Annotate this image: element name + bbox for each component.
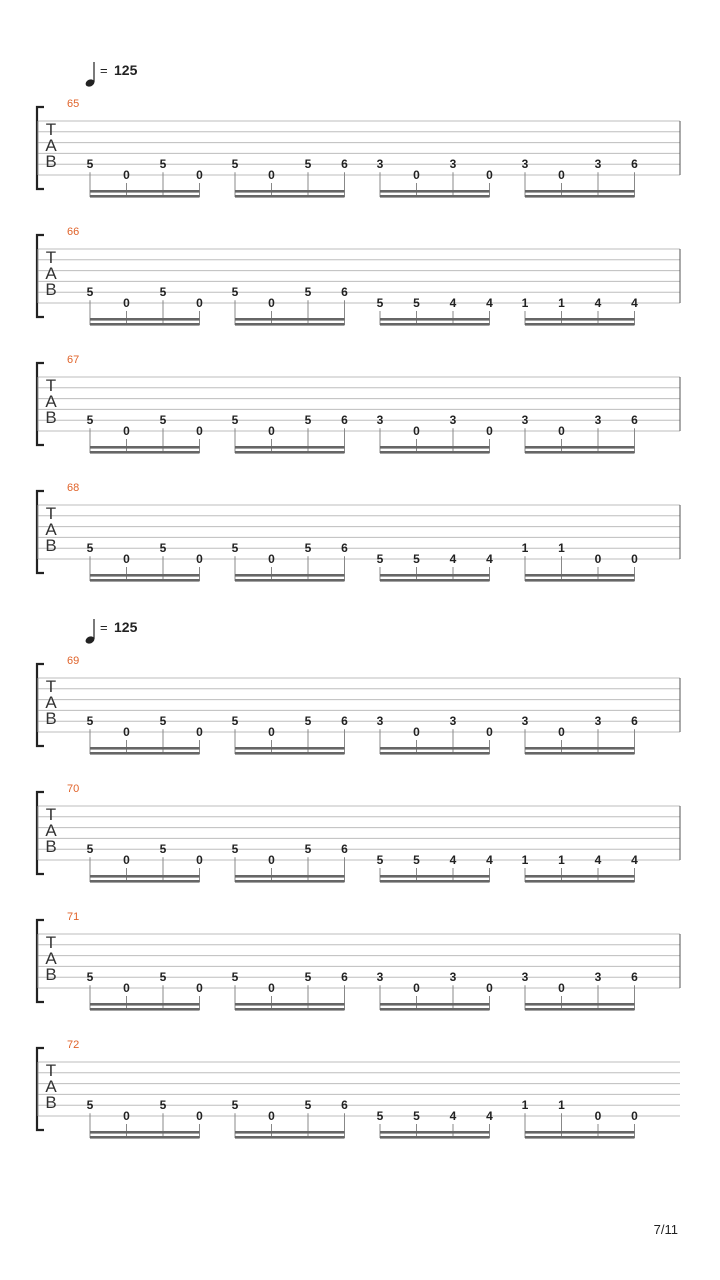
fret-number: 5 <box>231 541 239 556</box>
fret-number: 5 <box>86 842 94 857</box>
beam-primary <box>525 574 635 577</box>
beam-secondary <box>90 1136 200 1139</box>
fret-number: 6 <box>341 541 348 556</box>
fret-number: 1 <box>521 1098 529 1113</box>
fret-number: 5 <box>231 413 239 428</box>
fret-number: 5 <box>231 1098 239 1113</box>
tab-clef-letter: B <box>45 965 57 984</box>
fret-number: 0 <box>413 168 420 182</box>
fret-number: 5 <box>413 296 420 310</box>
beam-secondary <box>380 880 490 883</box>
fret-number: 5 <box>304 285 312 300</box>
fret-number: 5 <box>159 842 167 857</box>
fret-number: 1 <box>558 541 565 556</box>
beam-primary <box>525 1131 635 1134</box>
beam-secondary <box>235 1136 345 1139</box>
fret-number: 3 <box>376 413 384 428</box>
fret-number: 4 <box>486 296 493 310</box>
fret-number: 3 <box>449 714 457 729</box>
fret-number: 5 <box>159 714 167 729</box>
fret-number: 0 <box>268 853 275 867</box>
fret-number: 5 <box>376 296 384 310</box>
beam-primary <box>90 1003 200 1006</box>
tempo-equals: = <box>100 63 108 78</box>
beam-primary <box>235 318 345 321</box>
beam-secondary <box>235 195 345 198</box>
fret-number: 5 <box>159 285 167 300</box>
beam-secondary <box>525 579 635 582</box>
fret-number: 0 <box>558 725 565 739</box>
beam-secondary <box>90 880 200 883</box>
fret-number: 0 <box>558 424 565 438</box>
tab-clef-letter: A <box>45 392 57 411</box>
beam-secondary <box>525 323 635 326</box>
fret-number: 6 <box>341 1098 348 1113</box>
fret-number: 4 <box>486 1109 493 1123</box>
beam-secondary <box>380 323 490 326</box>
fret-number: 5 <box>86 541 94 556</box>
fret-number: 5 <box>304 970 312 985</box>
beam-primary <box>90 747 200 750</box>
fret-number: 5 <box>376 853 384 867</box>
beam-secondary <box>90 195 200 198</box>
beam-primary <box>235 190 345 193</box>
fret-number: 5 <box>86 413 94 428</box>
fret-number: 5 <box>86 970 94 985</box>
tempo-value: 125 <box>114 619 138 635</box>
fret-number: 0 <box>486 168 493 182</box>
fret-number: 0 <box>268 296 275 310</box>
beam-primary <box>525 747 635 750</box>
fret-number: 4 <box>449 1109 457 1123</box>
beam-primary <box>525 446 635 449</box>
fret-number: 0 <box>631 1109 638 1123</box>
fret-number: 3 <box>594 413 602 428</box>
beam-primary <box>235 747 345 750</box>
tab-clef-letter: B <box>45 837 57 856</box>
fret-number: 3 <box>449 157 457 172</box>
beam-secondary <box>525 451 635 454</box>
fret-number: 0 <box>196 981 203 995</box>
fret-number: 5 <box>86 1098 94 1113</box>
fret-number: 0 <box>123 981 130 995</box>
fret-number: 6 <box>341 714 348 729</box>
beam-secondary <box>380 451 490 454</box>
fret-number: 5 <box>231 285 239 300</box>
beam-primary <box>380 574 490 577</box>
fret-number: 3 <box>449 970 457 985</box>
fret-number: 0 <box>558 168 565 182</box>
fret-number: 0 <box>123 168 130 182</box>
beam-primary <box>235 875 345 878</box>
fret-number: 0 <box>558 981 565 995</box>
fret-number: 0 <box>268 424 275 438</box>
fret-number: 0 <box>268 981 275 995</box>
beam-primary <box>380 1131 490 1134</box>
beam-primary <box>90 318 200 321</box>
beam-secondary <box>380 579 490 582</box>
fret-number: 0 <box>486 981 493 995</box>
beam-secondary <box>235 1008 345 1011</box>
fret-number: 4 <box>631 853 638 867</box>
fret-number: 4 <box>594 853 602 867</box>
fret-number: 3 <box>449 413 457 428</box>
beam-secondary <box>90 451 200 454</box>
tab-clef-letter: T <box>45 120 57 139</box>
fret-number: 4 <box>631 296 638 310</box>
fret-number: 0 <box>196 725 203 739</box>
fret-number: 5 <box>159 413 167 428</box>
fret-number: 4 <box>449 296 457 310</box>
fret-number: 1 <box>521 853 529 867</box>
tempo-equals: = <box>100 620 108 635</box>
fret-number: 0 <box>413 981 420 995</box>
fret-number: 5 <box>304 413 312 428</box>
fret-number: 3 <box>376 970 384 985</box>
fret-number: 4 <box>449 853 457 867</box>
fret-number: 0 <box>196 424 203 438</box>
fret-number: 6 <box>631 714 638 729</box>
fret-number: 0 <box>268 725 275 739</box>
fret-number: 5 <box>376 552 384 566</box>
fret-number: 6 <box>631 157 638 172</box>
tab-clef-letter: A <box>45 1077 57 1096</box>
fret-number: 5 <box>159 541 167 556</box>
fret-number: 3 <box>594 157 602 172</box>
fret-number: 3 <box>521 413 529 428</box>
beam-secondary <box>525 195 635 198</box>
fret-number: 0 <box>123 1109 130 1123</box>
fret-number: 0 <box>123 552 130 566</box>
fret-number: 0 <box>413 725 420 739</box>
tab-clef-letter: T <box>45 805 57 824</box>
fret-number: 3 <box>521 970 529 985</box>
tab-clef-letter: T <box>45 504 57 523</box>
tempo-value: 125 <box>114 62 138 78</box>
tab-clef-letter: T <box>45 1061 57 1080</box>
fret-number: 0 <box>268 168 275 182</box>
fret-number: 0 <box>196 168 203 182</box>
fret-number: 5 <box>86 285 94 300</box>
fret-number: 6 <box>341 842 348 857</box>
beam-primary <box>90 446 200 449</box>
beam-primary <box>380 446 490 449</box>
fret-number: 3 <box>521 157 529 172</box>
beam-secondary <box>380 195 490 198</box>
beam-secondary <box>235 323 345 326</box>
tab-clef-letter: A <box>45 949 57 968</box>
beam-primary <box>90 1131 200 1134</box>
tab-clef-letter: B <box>45 709 57 728</box>
measure-number: 72 <box>67 1039 80 1051</box>
measure-number: 65 <box>67 98 80 110</box>
beam-primary <box>525 1003 635 1006</box>
tab-clef-letter: B <box>45 152 57 171</box>
fret-number: 1 <box>558 296 565 310</box>
fret-number: 0 <box>196 552 203 566</box>
fret-number: 5 <box>304 1098 312 1113</box>
beam-primary <box>235 1131 345 1134</box>
beam-secondary <box>380 752 490 755</box>
beam-primary <box>90 875 200 878</box>
measure-number: 68 <box>67 482 80 494</box>
tab-clef-letter: T <box>45 933 57 952</box>
fret-number: 0 <box>486 424 493 438</box>
fret-number: 5 <box>413 853 420 867</box>
fret-number: 0 <box>196 853 203 867</box>
measure-number: 71 <box>67 911 80 923</box>
beam-secondary <box>380 1136 490 1139</box>
fret-number: 5 <box>376 1109 384 1123</box>
fret-number: 5 <box>159 1098 167 1113</box>
beam-primary <box>525 190 635 193</box>
tab-clef-letter: A <box>45 693 57 712</box>
fret-number: 4 <box>594 296 602 310</box>
beam-secondary <box>525 752 635 755</box>
fret-number: 0 <box>413 424 420 438</box>
beam-secondary <box>525 880 635 883</box>
beam-secondary <box>380 1008 490 1011</box>
fret-number: 5 <box>304 714 312 729</box>
fret-number: 6 <box>631 970 638 985</box>
fret-number: 1 <box>521 541 529 556</box>
beam-secondary <box>90 1008 200 1011</box>
fret-number: 5 <box>413 552 420 566</box>
beam-primary <box>380 875 490 878</box>
tab-clef-letter: T <box>45 248 57 267</box>
fret-number: 0 <box>196 1109 203 1123</box>
beam-secondary <box>235 880 345 883</box>
fret-number: 5 <box>86 714 94 729</box>
beam-secondary <box>90 323 200 326</box>
fret-number: 6 <box>631 413 638 428</box>
beam-primary <box>380 190 490 193</box>
fret-number: 5 <box>231 970 239 985</box>
fret-number: 6 <box>341 285 348 300</box>
fret-number: 5 <box>304 541 312 556</box>
tab-clef-letter: T <box>45 677 57 696</box>
beam-primary <box>525 318 635 321</box>
beam-secondary <box>90 752 200 755</box>
fret-number: 5 <box>86 157 94 172</box>
beam-primary <box>525 875 635 878</box>
fret-number: 6 <box>341 413 348 428</box>
tab-clef-letter: A <box>45 520 57 539</box>
beam-primary <box>235 446 345 449</box>
tab-clef-letter: A <box>45 821 57 840</box>
beam-primary <box>380 318 490 321</box>
fret-number: 3 <box>594 970 602 985</box>
fret-number: 0 <box>268 552 275 566</box>
fret-number: 1 <box>558 1098 565 1113</box>
fret-number: 1 <box>558 853 565 867</box>
fret-number: 5 <box>304 842 312 857</box>
beam-secondary <box>525 1008 635 1011</box>
fret-number: 4 <box>449 552 457 566</box>
fret-number: 0 <box>123 725 130 739</box>
fret-number: 6 <box>341 157 348 172</box>
beam-primary <box>90 574 200 577</box>
fret-number: 0 <box>268 1109 275 1123</box>
fret-number: 3 <box>376 714 384 729</box>
fret-number: 0 <box>486 725 493 739</box>
fret-number: 0 <box>123 853 130 867</box>
fret-number: 5 <box>413 1109 420 1123</box>
fret-number: 0 <box>196 296 203 310</box>
fret-number: 5 <box>231 842 239 857</box>
beam-primary <box>235 1003 345 1006</box>
tab-clef-letter: T <box>45 376 57 395</box>
tab-clef-letter: A <box>45 264 57 283</box>
measure-number: 70 <box>67 783 80 795</box>
measure-number: 66 <box>67 226 80 238</box>
fret-number: 3 <box>521 714 529 729</box>
beam-secondary <box>235 451 345 454</box>
beam-secondary <box>525 1136 635 1139</box>
fret-number: 0 <box>594 552 602 566</box>
fret-number: 4 <box>486 853 493 867</box>
beam-primary <box>90 190 200 193</box>
fret-number: 0 <box>594 1109 602 1123</box>
tab-clef-letter: B <box>45 1093 57 1112</box>
fret-number: 0 <box>631 552 638 566</box>
measure-number: 69 <box>67 655 80 667</box>
fret-number: 5 <box>231 157 239 172</box>
fret-number: 1 <box>521 296 529 310</box>
tab-clef-letter: B <box>45 280 57 299</box>
beam-secondary <box>235 752 345 755</box>
tab-clef-letter: B <box>45 408 57 427</box>
fret-number: 0 <box>123 296 130 310</box>
fret-number: 5 <box>231 714 239 729</box>
fret-number: 5 <box>159 157 167 172</box>
page-number: 7/11 <box>653 1222 678 1237</box>
beam-secondary <box>90 579 200 582</box>
fret-number: 3 <box>376 157 384 172</box>
beam-primary <box>380 747 490 750</box>
tab-clef-letter: B <box>45 536 57 555</box>
fret-number: 6 <box>341 970 348 985</box>
fret-number: 3 <box>594 714 602 729</box>
fret-number: 5 <box>304 157 312 172</box>
tab-clef-letter: A <box>45 136 57 155</box>
fret-number: 0 <box>123 424 130 438</box>
beam-primary <box>380 1003 490 1006</box>
beam-secondary <box>235 579 345 582</box>
fret-number: 4 <box>486 552 493 566</box>
beam-primary <box>235 574 345 577</box>
fret-number: 5 <box>159 970 167 985</box>
measure-number: 67 <box>67 354 80 366</box>
